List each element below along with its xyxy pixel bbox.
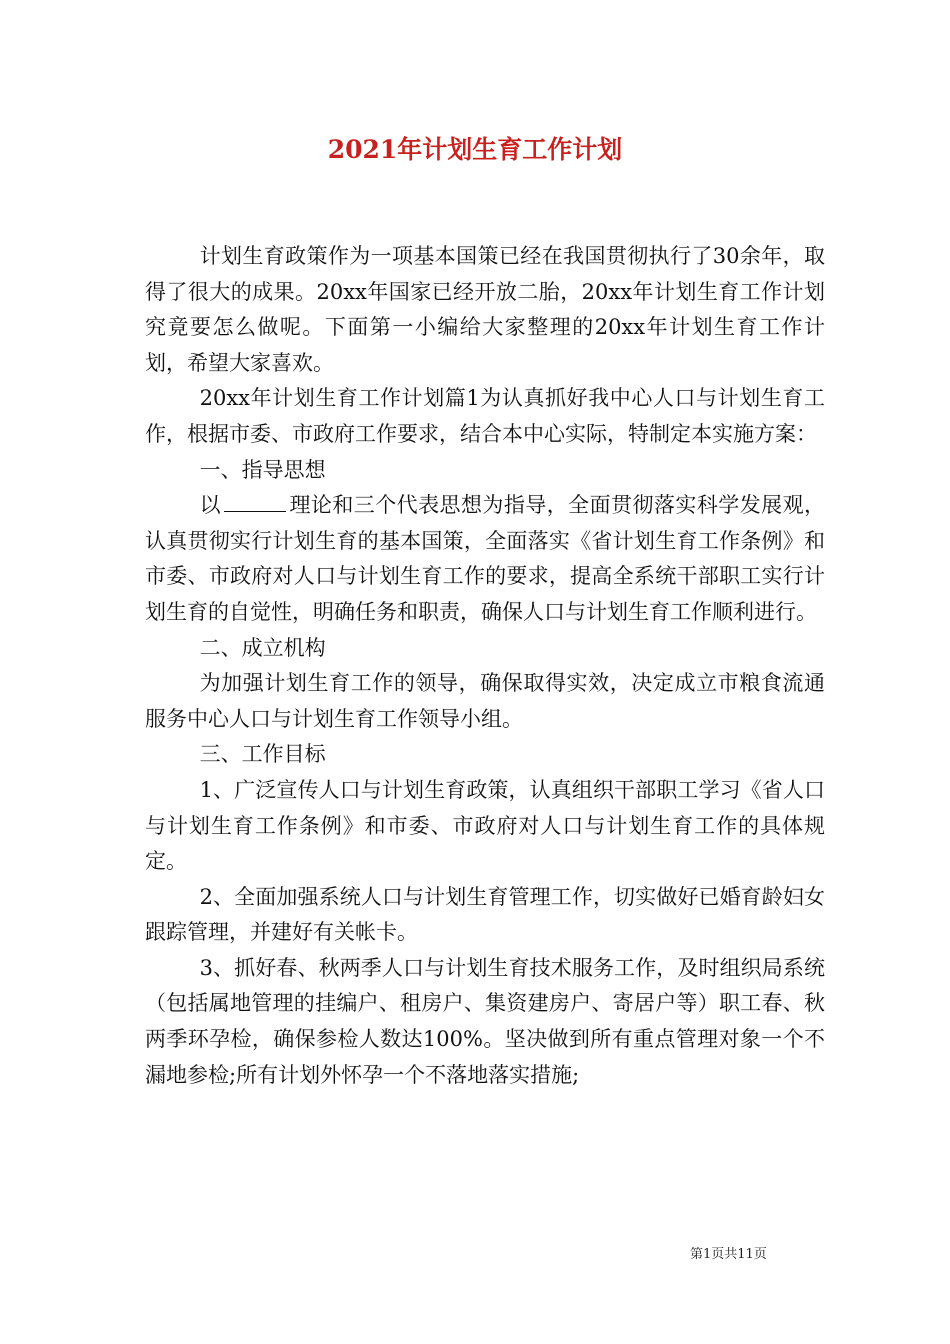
page-number-footer: 第1页共11页 bbox=[690, 1247, 767, 1262]
paragraph-goal-3: 3、抓好春、秋两季人口与计划生育技术服务工作，及时组织局系统（包括属地管理的挂编户、租房户、集资建房户、寄居户等）职工春、秋两季环孕检，确保参检人数达100%。坚决做到所有重点管理对象一个不漏地参检;所有计划外怀孕一个不落地落实措施; bbox=[145, 955, 825, 1087]
paragraph-plan-intro: 20xx年计划生育工作计划篇1为认真抓好我中心人口与计划生育工作，根据市委、市政府工作要求，结合本中心实际，特制定本实施方案： bbox=[145, 386, 825, 446]
paragraph-intro: 计划生育政策作为一项基本国策已经在我国贯彻执行了30余年，取得了很大的成果。20xx年国家已经开放二胎，20xx年计划生育工作计划究竟要怎么做呢。下面第一小编给大家整理的20xx年计划生育工作计划，希望大家喜欢。 bbox=[145, 244, 825, 375]
section-heading-guiding-ideology: 一、指导思想 bbox=[199, 457, 326, 482]
paragraph-organization: 为加强计划生育工作的领导，确保取得实效，决定成立市粮食流通服务中心人口与计划生育工作领导小组。 bbox=[145, 671, 825, 731]
paragraph-goal-2: 2、全面加强系统人口与计划生育管理工作，切实做好已婚育龄妇女跟踪管理，并建好有关帐卡。 bbox=[145, 884, 825, 945]
section-heading-work-goals: 三、工作目标 bbox=[199, 742, 326, 767]
page-title: 2021年计划生育工作计划 bbox=[327, 135, 623, 164]
section-heading-organization: 二、成立机构 bbox=[199, 635, 326, 660]
paragraph-goal-1: 1、广泛宣传人口与计划生育政策，认真组织干部职工学习《省人口与计划生育工作条例》和市委、市政府对人口与计划生育工作的具体规定。 bbox=[145, 777, 825, 874]
fill-in-blank-line bbox=[224, 510, 286, 512]
paragraph-guiding-ideology bbox=[145, 488, 825, 630]
document-body bbox=[145, 239, 825, 1093]
paragraph-guiding-ideology-start: 以 bbox=[199, 493, 222, 518]
paragraph-guiding-ideology-rest: 理论和三个代表思想为指导，全面贯彻落实科学发展观，认真贯彻实行计划生育的基本国策，全面落实《省计划生育工作条例》和市委、市政府对人口与计划生育工作的要求，提高全系统干部职工实行计划生育的自觉性，明确任务和职责，确保人口与计划生育工作顺利进行。 bbox=[145, 493, 826, 624]
